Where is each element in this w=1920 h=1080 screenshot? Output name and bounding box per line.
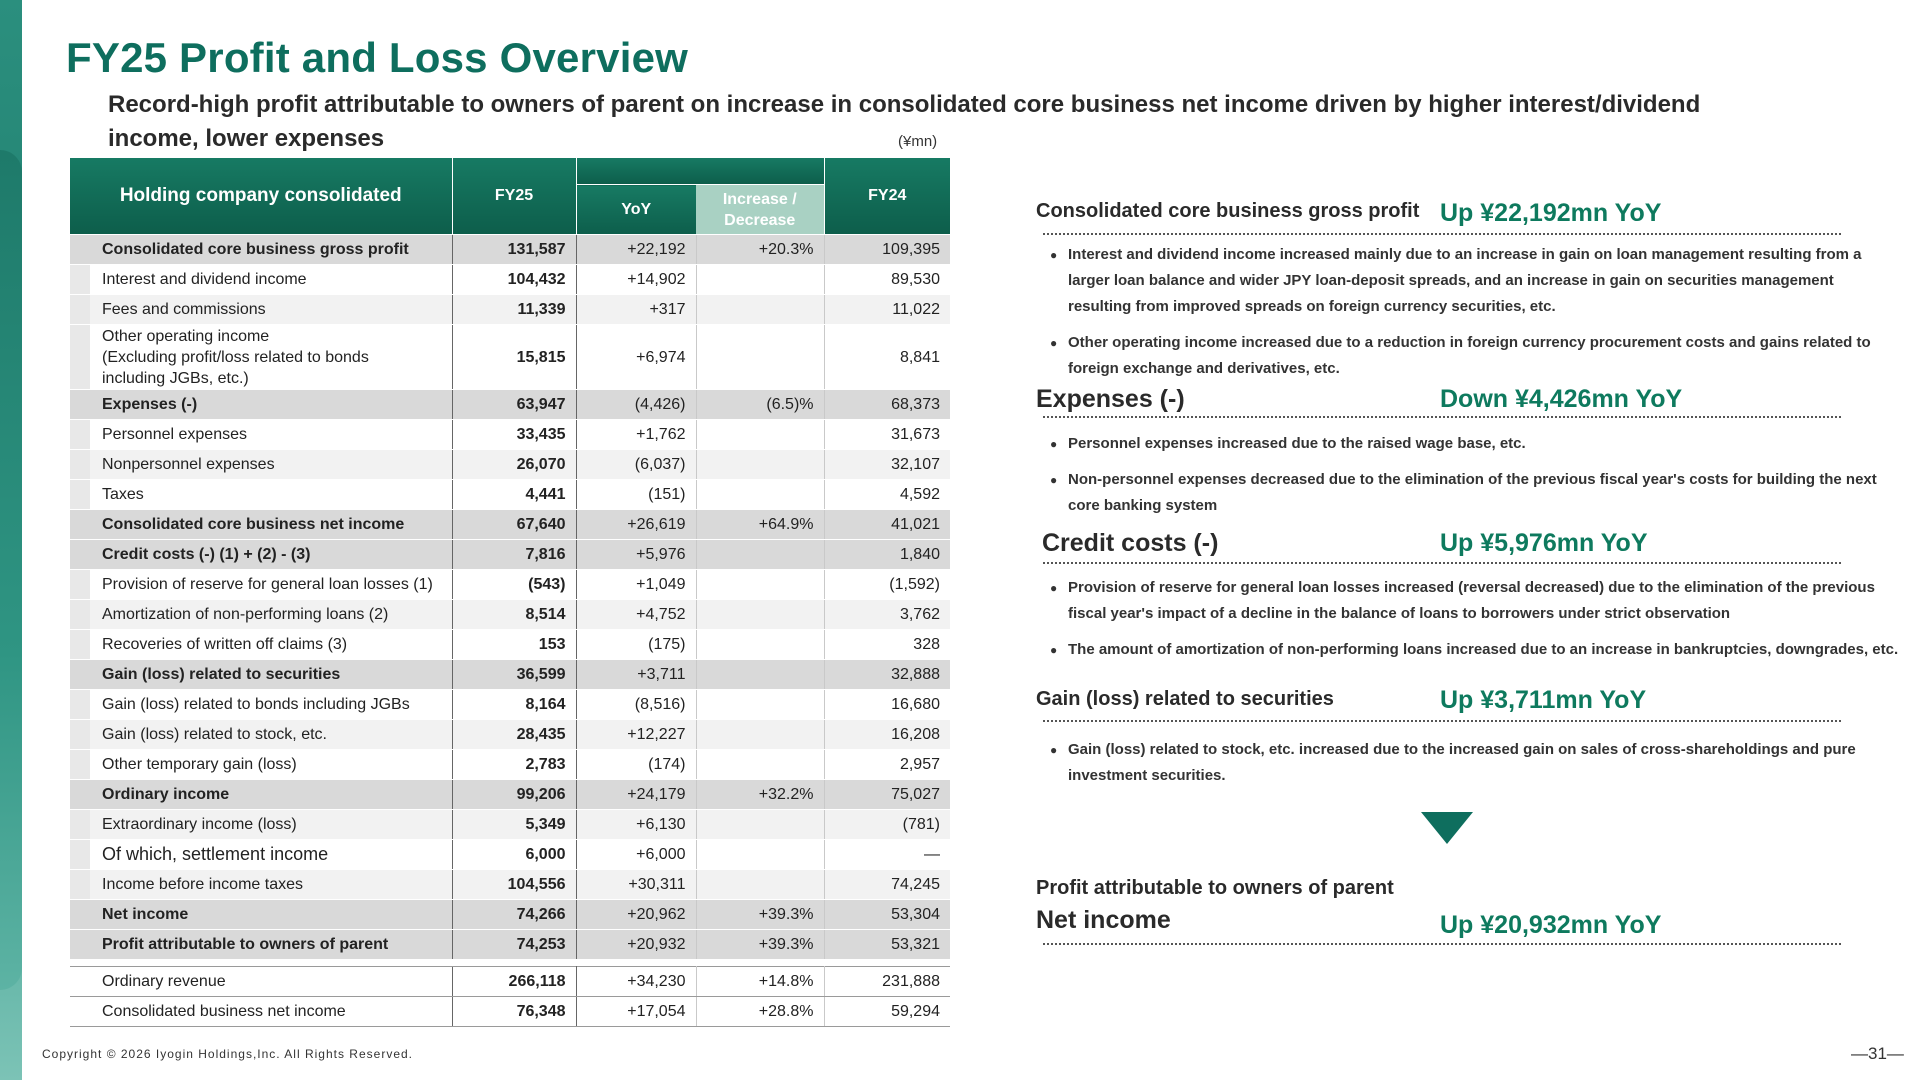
row-yoy: +26,619 [576, 510, 696, 540]
gross-profit-label: Consolidated core business gross profit [1036, 200, 1420, 222]
net-income-label-1: Profit attributable to owners of parent [1036, 877, 1394, 899]
row-label: Credit costs (-) (1) + (2) - (3) [70, 540, 452, 570]
table-row [70, 780, 950, 810]
row-fy24: 231,888 [824, 967, 950, 997]
row-yoy: (8,516) [576, 690, 696, 720]
row-label: Gain (loss) related to stock, etc. [70, 720, 452, 750]
row-label: Recoveries of written off claims (3) [70, 630, 452, 660]
table-row [70, 660, 950, 690]
row-fy25: 74,253 [452, 930, 576, 960]
table-row [70, 510, 950, 540]
row-pct [696, 750, 824, 780]
row-fy25: 2,783 [452, 750, 576, 780]
bullet-item: ● The amount of amortization of non-performing loans increased due to an increase in bankruptcies, downgrades, etc. [1050, 637, 1900, 663]
row-fy25: 6,000 [452, 840, 576, 870]
row-fy25: 33,435 [452, 420, 576, 450]
securities-label: Gain (loss) related to securities [1036, 688, 1334, 710]
table-row [70, 967, 950, 997]
page-title: FY25 Profit and Loss Overview [66, 34, 688, 81]
row-fy25: 4,441 [452, 480, 576, 510]
row-yoy: +317 [576, 295, 696, 325]
row-yoy: +20,932 [576, 930, 696, 960]
table-row [70, 450, 950, 480]
row-label: Amortization of non-performing loans (2) [70, 600, 452, 630]
row-fy24: 41,021 [824, 510, 950, 540]
bullet-item: ● Provision of reserve for general loan losses increased (reversal decreased) due to the elimination of the previous fiscal year's impact of a decline in the balance of loans to borrowers under strict observation [1050, 575, 1900, 627]
row-label: Extraordinary income (loss) [70, 810, 452, 840]
row-fy25: (543) [452, 570, 576, 600]
credit-costs-label: Credit costs (-) [1042, 529, 1219, 557]
table-row [70, 630, 950, 660]
table-row [70, 235, 950, 265]
expenses-bullets [1050, 431, 1900, 529]
row-fy24: 16,680 [824, 690, 950, 720]
header-holding-company: Holding company consolidated [70, 158, 452, 235]
table-row [70, 325, 950, 390]
row-label-line1: Other operating income [102, 327, 270, 345]
row-pct [696, 265, 824, 295]
row-pct [696, 840, 824, 870]
expenses-value: Down ¥4,426mn YoY [1440, 385, 1683, 413]
row-label: Ordinary income [70, 780, 452, 810]
row-fy25: 63,947 [452, 390, 576, 420]
row-yoy: +6,000 [576, 840, 696, 870]
row-fy25: 8,164 [452, 690, 576, 720]
row-fy24: 53,321 [824, 930, 950, 960]
row-pct [696, 325, 824, 390]
row-yoy: +1,049 [576, 570, 696, 600]
copyright: Copyright © 2026 Iyogin Holdings,Inc. All Rights Reserved. [42, 1047, 414, 1061]
bullet-item: ● Gain (loss) related to stock, etc. increased due to the increased gain on sales of cross-shareholdings and pure investment securities. [1050, 737, 1900, 789]
row-fy25: 7,816 [452, 540, 576, 570]
row-label: Consolidated business net income [70, 997, 452, 1027]
row-label-line2: (Excluding profit/loss related to bonds [102, 348, 369, 366]
row-fy24: 32,107 [824, 450, 950, 480]
row-yoy: +34,230 [576, 967, 696, 997]
table-row [70, 600, 950, 630]
header-fy25: FY25 [452, 158, 576, 235]
row-yoy: +6,130 [576, 810, 696, 840]
row-pct [696, 690, 824, 720]
header-increase-decrease: Increase / Decrease [696, 185, 824, 235]
row-label: Of which, settlement income [70, 840, 452, 870]
row-fy24: (781) [824, 810, 950, 840]
credit-costs-bullets [1050, 575, 1900, 673]
row-fy24: 31,673 [824, 420, 950, 450]
row-pct: +32.2% [696, 780, 824, 810]
row-fy25: 99,206 [452, 780, 576, 810]
row-fy25: 74,266 [452, 900, 576, 930]
row-pct: +64.9% [696, 510, 824, 540]
row-label: Fees and commissions [70, 295, 452, 325]
row-yoy: +17,054 [576, 997, 696, 1027]
row-yoy: +14,902 [576, 265, 696, 295]
row-fy24: 11,022 [824, 295, 950, 325]
left-edge-band [0, 150, 22, 990]
row-label: Taxes [70, 480, 452, 510]
gross-profit-value: Up ¥22,192mn YoY [1440, 199, 1662, 227]
row-fy24: 2,957 [824, 750, 950, 780]
table-row [70, 750, 950, 780]
expenses-label: Expenses (-) [1036, 385, 1185, 413]
bullet-item: ● Interest and dividend income increased mainly due to an increase in gain on loan management resulting from a larger loan balance and wider JPY loan-deposit spreads, and an increase in gain on securities management resulting from improved spreads on foreign currency securities, etc. [1050, 242, 1900, 320]
row-fy25: 67,640 [452, 510, 576, 540]
row-fy24: 4,592 [824, 480, 950, 510]
row-label: Consolidated core business gross profit [70, 235, 452, 265]
header-fy24: FY24 [824, 158, 950, 235]
row-pct [696, 810, 824, 840]
row-label: Other temporary gain (loss) [70, 750, 452, 780]
row-fy24: 3,762 [824, 600, 950, 630]
row-yoy: (6,037) [576, 450, 696, 480]
row-fy25: 26,070 [452, 450, 576, 480]
gross-profit-divider [1043, 233, 1841, 235]
row-fy25: 104,556 [452, 870, 576, 900]
row-fy25: 8,514 [452, 600, 576, 630]
row-yoy: +4,752 [576, 600, 696, 630]
row-label-line3: including JGBs, etc.) [102, 369, 249, 387]
page-number: —31— [1851, 1044, 1904, 1063]
revenue-table [70, 966, 950, 1027]
row-fy24: 32,888 [824, 660, 950, 690]
row-label-multiline [70, 325, 452, 390]
table-row [70, 810, 950, 840]
table-row [70, 840, 950, 870]
arrow-down-icon [1421, 812, 1473, 844]
row-fy25: 131,587 [452, 235, 576, 265]
expenses-divider [1043, 416, 1841, 418]
table-row [70, 295, 950, 325]
row-fy25: 28,435 [452, 720, 576, 750]
credit-costs-value: Up ¥5,976mn YoY [1440, 529, 1648, 557]
row-fy24: 8,841 [824, 325, 950, 390]
row-yoy: +1,762 [576, 420, 696, 450]
row-pct: +28.8% [696, 997, 824, 1027]
row-label: Personnel expenses [70, 420, 452, 450]
table-row [70, 420, 950, 450]
row-pct [696, 660, 824, 690]
row-pct [696, 540, 824, 570]
table-row [70, 690, 950, 720]
row-fy24: 1,840 [824, 540, 950, 570]
table-row [70, 720, 950, 750]
row-yoy: (175) [576, 630, 696, 660]
row-label: Gain (loss) related to securities [70, 660, 452, 690]
table-row [70, 870, 950, 900]
gross-profit-bullets [1050, 242, 1900, 392]
row-label: Ordinary revenue [70, 967, 452, 997]
table-row [70, 930, 950, 960]
row-pct [696, 600, 824, 630]
row-fy25: 11,339 [452, 295, 576, 325]
row-yoy: +3,711 [576, 660, 696, 690]
bullet-item: ● Other operating income increased due to a reduction in foreign currency procurement costs and gains related to foreign exchange and derivatives, etc. [1050, 330, 1900, 382]
row-pct [696, 295, 824, 325]
table-row [70, 390, 950, 420]
net-income-divider [1043, 943, 1841, 945]
securities-divider [1043, 720, 1841, 722]
row-pct: (6.5)% [696, 390, 824, 420]
row-pct: +39.3% [696, 930, 824, 960]
table-row [70, 997, 950, 1027]
row-label: Income before income taxes [70, 870, 452, 900]
row-label: Interest and dividend income [70, 265, 452, 295]
header-change-group [576, 158, 824, 185]
row-pct [696, 870, 824, 900]
row-pct [696, 480, 824, 510]
row-fy25: 76,348 [452, 997, 576, 1027]
row-pct [696, 630, 824, 660]
row-label: Consolidated core business net income [70, 510, 452, 540]
row-yoy: +30,311 [576, 870, 696, 900]
bullet-item: ● Non-personnel expenses decreased due to the elimination of the previous fiscal year's costs for building the next core banking system [1050, 467, 1900, 519]
row-fy24: 68,373 [824, 390, 950, 420]
row-pct [696, 420, 824, 450]
row-pct: +14.8% [696, 967, 824, 997]
row-label: Gain (loss) related to bonds including JGBs [70, 690, 452, 720]
row-yoy: +5,976 [576, 540, 696, 570]
row-yoy: (174) [576, 750, 696, 780]
row-fy25: 36,599 [452, 660, 576, 690]
row-fy24: 75,027 [824, 780, 950, 810]
bullet-item: ● Personnel expenses increased due to the raised wage base, etc. [1050, 431, 1900, 457]
net-income-value: Up ¥20,932mn YoY [1440, 911, 1662, 939]
unit-label: (¥mn) [898, 133, 938, 150]
table-row [70, 540, 950, 570]
row-yoy: (151) [576, 480, 696, 510]
row-label: Nonpersonnel expenses [70, 450, 452, 480]
row-fy24: 74,245 [824, 870, 950, 900]
row-fy24: — [824, 840, 950, 870]
credit-costs-divider [1043, 562, 1841, 564]
row-pct: +20.3% [696, 235, 824, 265]
row-yoy: (4,426) [576, 390, 696, 420]
securities-bullets [1050, 737, 1900, 799]
row-label: Expenses (-) [70, 390, 452, 420]
row-fy25: 266,118 [452, 967, 576, 997]
table-row [70, 480, 950, 510]
row-fy24: 59,294 [824, 997, 950, 1027]
row-fy24: 328 [824, 630, 950, 660]
row-fy25: 15,815 [452, 325, 576, 390]
row-pct [696, 720, 824, 750]
row-yoy: +12,227 [576, 720, 696, 750]
header-yoy: YoY [576, 185, 696, 235]
row-yoy: +6,974 [576, 325, 696, 390]
row-yoy: +22,192 [576, 235, 696, 265]
row-fy25: 153 [452, 630, 576, 660]
net-income-label-2: Net income [1036, 906, 1171, 934]
row-label: Provision of reserve for general loan losses (1) [70, 570, 452, 600]
table-row [70, 265, 950, 295]
row-fy25: 5,349 [452, 810, 576, 840]
row-pct [696, 450, 824, 480]
row-fy24: (1,592) [824, 570, 950, 600]
row-fy25: 104,432 [452, 265, 576, 295]
row-yoy: +24,179 [576, 780, 696, 810]
row-fy24: 53,304 [824, 900, 950, 930]
table-row [70, 900, 950, 930]
row-label: Profit attributable to owners of parent [70, 930, 452, 960]
row-pct: +39.3% [696, 900, 824, 930]
page-subtitle: Record-high profit attributable to owners of parent on increase in consolidated core business net income driven by higher interest/dividend income, lower expenses [108, 91, 1701, 152]
row-label: Net income [70, 900, 452, 930]
pl-table [70, 158, 950, 960]
row-fy24: 16,208 [824, 720, 950, 750]
securities-value: Up ¥3,711mn YoY [1440, 686, 1647, 714]
table-row [70, 570, 950, 600]
row-pct [696, 570, 824, 600]
row-yoy: +20,962 [576, 900, 696, 930]
row-fy24: 89,530 [824, 265, 950, 295]
row-fy24: 109,395 [824, 235, 950, 265]
